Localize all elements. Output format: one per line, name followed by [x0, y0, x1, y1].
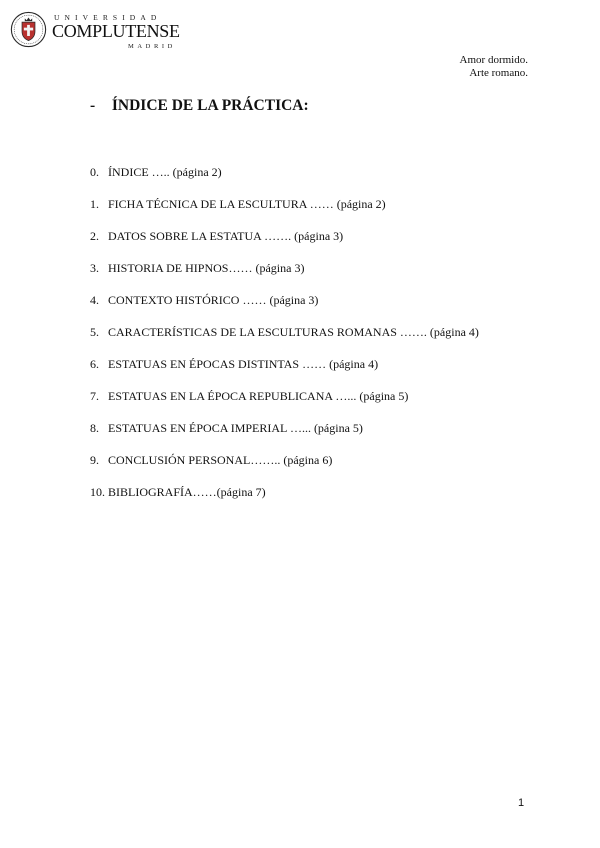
table-of-contents — [90, 163, 479, 515]
toc-item-number: 4. — [90, 293, 99, 307]
toc-item — [90, 163, 479, 195]
toc-item-text: CARACTERÍSTICAS DE LA ESCULTURAS ROMANAS ……. (página 4) — [108, 325, 479, 339]
logo-university-text: UNIVERSIDAD — [54, 13, 162, 22]
toc-item-number: 8. — [90, 421, 99, 435]
toc-item-text: CONTEXTO HISTÓRICO …… (página 3) — [108, 293, 319, 307]
header-line-2: Arte romano. — [469, 67, 528, 79]
header-line-1: Amor dormido. — [459, 54, 528, 66]
toc-item-text: ESTATUAS EN ÉPOCAS DISTINTAS …… (página 4) — [108, 357, 379, 371]
document-header — [460, 54, 528, 80]
page-number: 1 — [518, 797, 525, 809]
toc-item — [90, 419, 479, 451]
toc-item — [90, 483, 479, 515]
toc-item — [90, 259, 479, 291]
toc-item-number: 3. — [90, 261, 99, 275]
logo-complutense-text: COMPLUTENSE — [52, 21, 180, 41]
toc-item — [90, 195, 479, 227]
toc-item — [90, 291, 479, 323]
page-title — [90, 97, 309, 115]
toc-item-number: 7. — [90, 389, 99, 403]
toc-item-number: 2. — [90, 229, 99, 243]
toc-item-number: 0. — [90, 165, 99, 179]
title-dash: - — [90, 97, 96, 114]
toc-item-text: BIBLIOGRAFÍA……(página 7) — [108, 485, 266, 499]
toc-item-text: FICHA TÉCNICA DE LA ESCULTURA …… (página 2) — [108, 197, 386, 211]
toc-item-text: ESTATUAS EN ÉPOCA IMPERIAL …... (página 5) — [108, 421, 363, 435]
toc-item-text: HISTORIA DE HIPNOS…… (página 3) — [108, 261, 305, 275]
toc-item — [90, 451, 479, 483]
university-logo — [10, 10, 180, 50]
toc-item-number: 10. — [90, 485, 105, 499]
toc-item — [90, 227, 479, 259]
toc-item-number: 5. — [90, 325, 99, 339]
university-seal-icon — [10, 11, 47, 48]
toc-item — [90, 355, 479, 387]
toc-item — [90, 387, 479, 419]
toc-item-text: CONCLUSIÓN PERSONAL…….. (página 6) — [108, 453, 333, 467]
toc-item-number: 6. — [90, 357, 99, 371]
title-text: ÍNDICE DE LA PRÁCTICA: — [111, 97, 309, 114]
toc-item-text: ESTATUAS EN LA ÉPOCA REPUBLICANA …... (página 5) — [108, 389, 409, 403]
logo-madrid-text: MADRID — [128, 43, 176, 50]
toc-item — [90, 323, 479, 355]
toc-item-number: 9. — [90, 453, 99, 467]
toc-item-number: 1. — [90, 197, 99, 211]
toc-item-text: ÍNDICE ….. (página 2) — [108, 165, 222, 179]
toc-item-text: DATOS SOBRE LA ESTATUA ……. (página 3) — [108, 229, 344, 243]
